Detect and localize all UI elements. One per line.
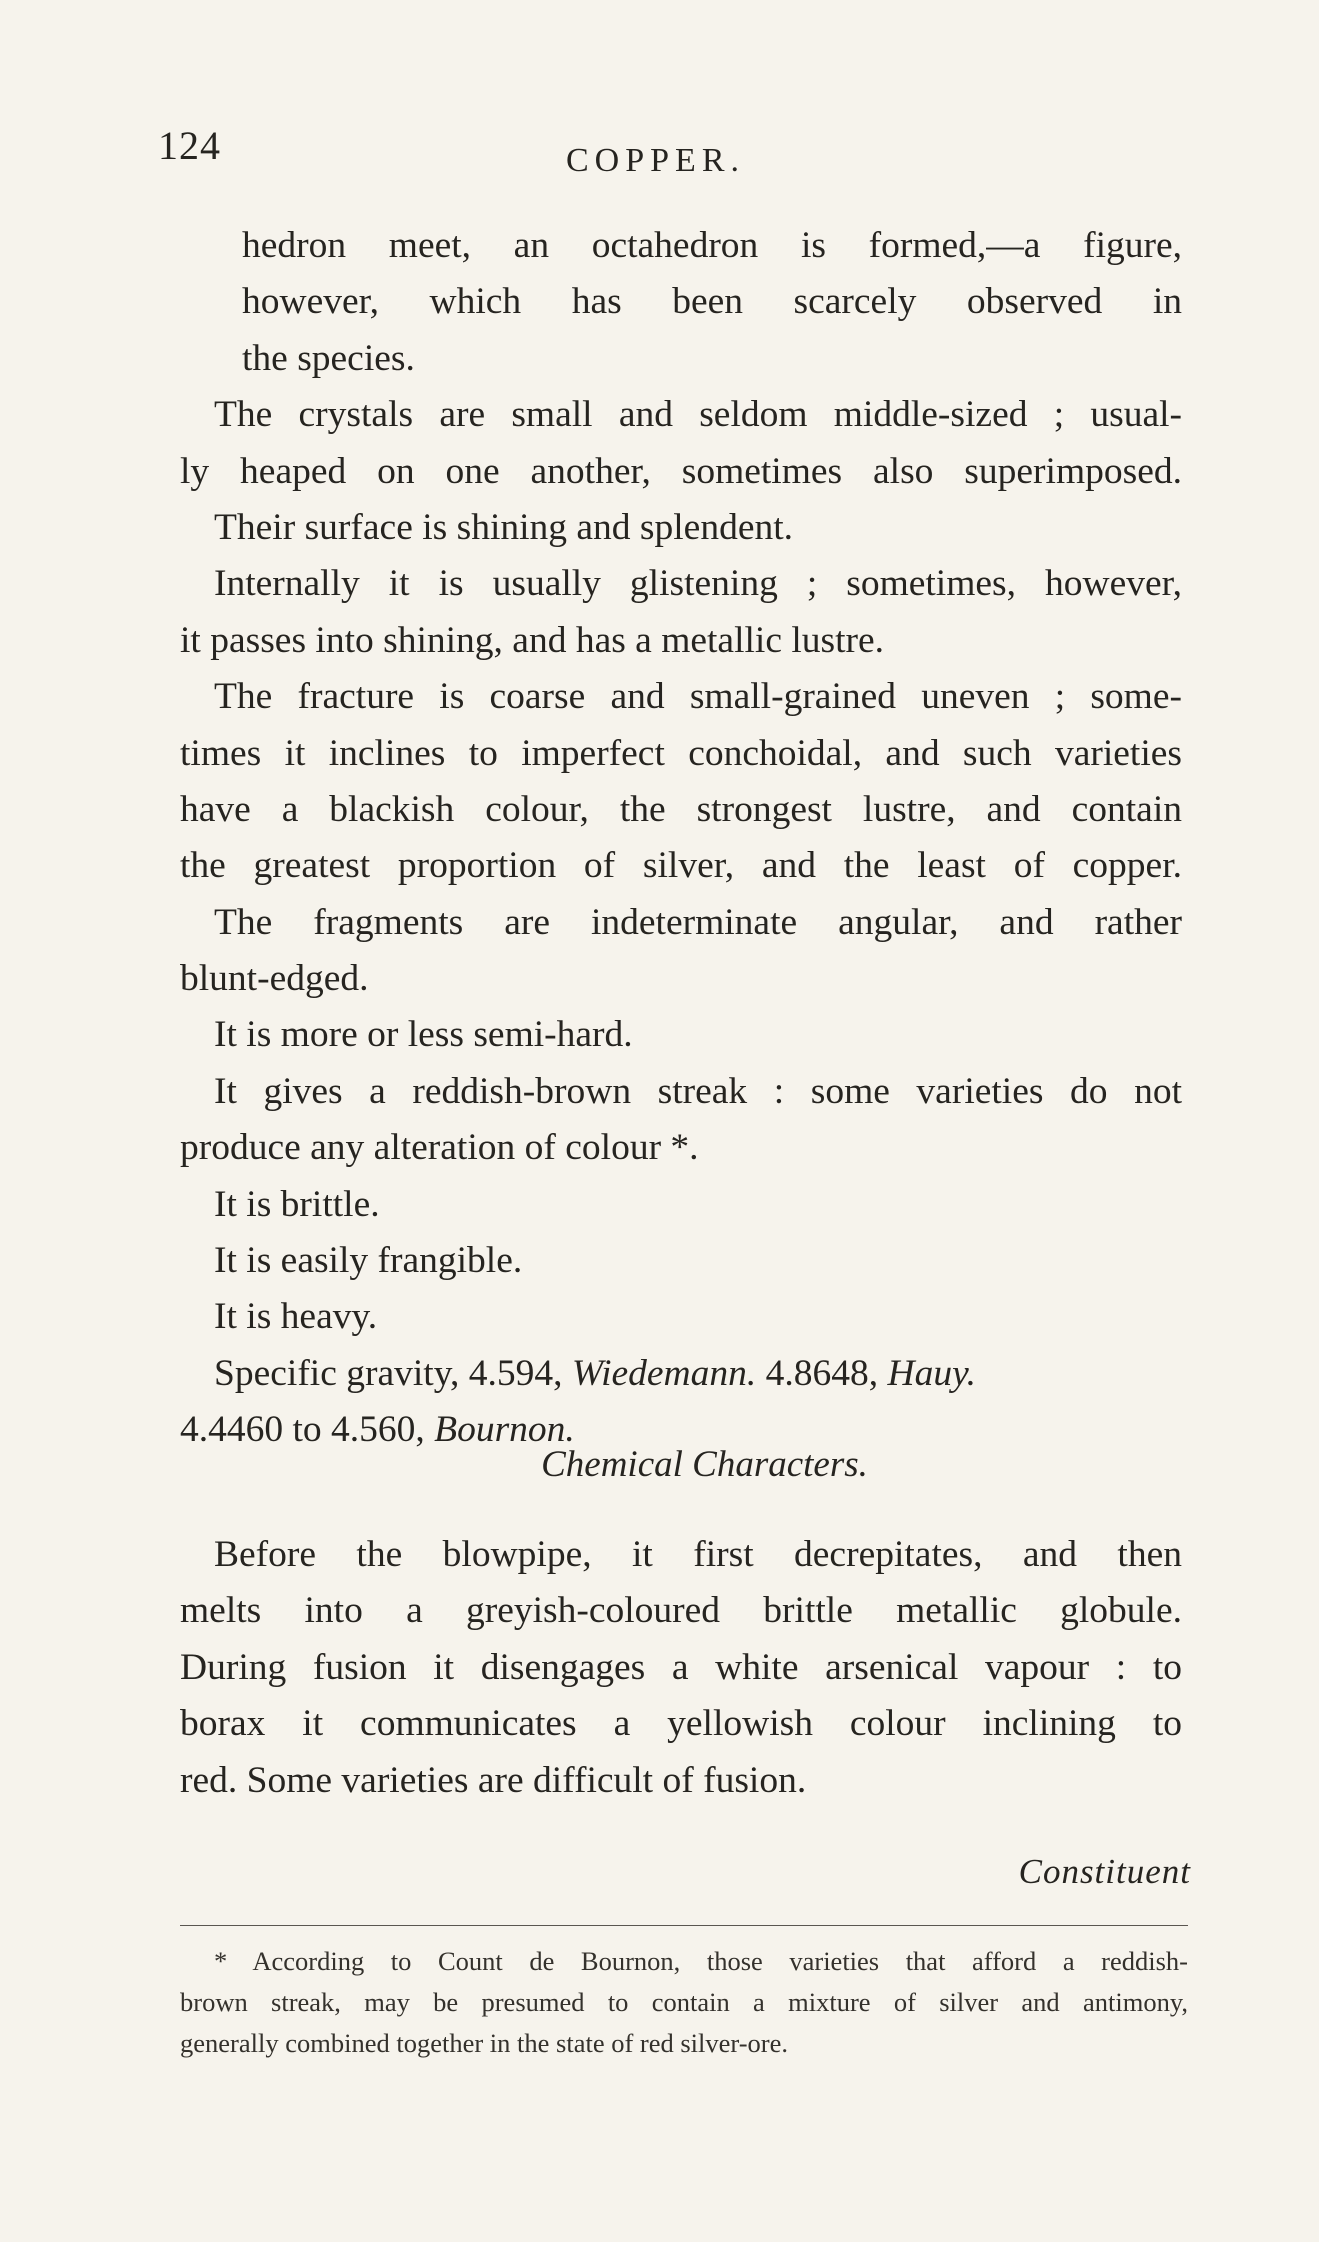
body-line: It is brittle. bbox=[214, 1183, 380, 1225]
running-head: COPPER. bbox=[566, 142, 745, 179]
body-line: however, which has been scarcely observed in bbox=[242, 281, 1182, 323]
body-line: times it inclines to imperfect conchoidal, and such varieties bbox=[180, 732, 1182, 774]
body-line: ly heaped on one another, sometimes also superimposed. bbox=[180, 450, 1182, 492]
body-line: the greatest proportion of silver, and the least of copper. bbox=[180, 845, 1182, 887]
catchword: Constituent bbox=[1018, 1852, 1191, 1891]
page-number: 124 bbox=[158, 123, 221, 168]
body-line: hedron meet, an octahedron is formed,—a figure, bbox=[242, 225, 1182, 266]
body-line: have a blackish colour, the strongest lustre, and contain bbox=[180, 788, 1182, 830]
footnote-rule bbox=[180, 1925, 1188, 1926]
body-line: blunt-edged. bbox=[180, 958, 369, 1000]
body-line: The fragments are indeterminate angular, and rather bbox=[214, 901, 1182, 943]
specific-gravity-line bbox=[180, 1346, 1182, 1402]
body-line: produce any alteration of colour *. bbox=[180, 1127, 699, 1169]
body-line: During fusion it disengages a white arsenical vapour : to bbox=[180, 1646, 1182, 1688]
body-text bbox=[180, 218, 1182, 1459]
body-line: borax it communicates a yellowish colour inclining to bbox=[180, 1703, 1182, 1745]
section-heading: Chemical Characters. bbox=[541, 1444, 868, 1485]
body-line: red. Some varieties are difficult of fusion. bbox=[180, 1759, 807, 1801]
body-line: it passes into shining, and has a metallic lustre. bbox=[180, 619, 885, 661]
body-line: The fracture is coarse and small-grained uneven ; some- bbox=[214, 676, 1182, 718]
body-line: It is heavy. bbox=[214, 1296, 378, 1338]
footnote-line: brown streak, may be presumed to contain a mixture of silver and antimony, bbox=[180, 1987, 1188, 2017]
body-line: It is easily frangible. bbox=[214, 1240, 523, 1282]
body-line: Their surface is shining and splendent. bbox=[214, 506, 794, 548]
body-line: melts into a greyish-coloured brittle metallic globule. bbox=[180, 1590, 1182, 1632]
body-line: It is more or less semi-hard. bbox=[214, 1014, 633, 1056]
chemical-characters-text bbox=[180, 1527, 1182, 1809]
body-line: the species. bbox=[242, 337, 415, 379]
sg-author: Bournon. bbox=[434, 1409, 575, 1451]
body-line: It gives a reddish-brown streak : some varieties do not bbox=[214, 1070, 1182, 1112]
body-line: The crystals are small and seldom middle-sized ; usual- bbox=[214, 394, 1182, 436]
sg-text: Specific gravity, 4.594, bbox=[214, 1352, 572, 1394]
footnote-line: * According to Count de Bournon, those varieties that afford a reddish- bbox=[214, 1946, 1188, 1976]
footnote-line: generally combined together in the state of red silver-ore. bbox=[180, 2028, 788, 2058]
body-line: Internally it is usually glistening ; sometimes, however, bbox=[214, 563, 1182, 605]
sg-text: 4.4460 to 4.560, bbox=[180, 1409, 435, 1451]
footnote bbox=[180, 1941, 1188, 2064]
body-line: Before the blowpipe, it first decrepitates, and then bbox=[214, 1534, 1182, 1575]
sg-author: Wiedemann. bbox=[571, 1352, 757, 1394]
sg-author: Hauy. bbox=[887, 1352, 977, 1394]
sg-text: 4.8648, bbox=[756, 1352, 888, 1394]
